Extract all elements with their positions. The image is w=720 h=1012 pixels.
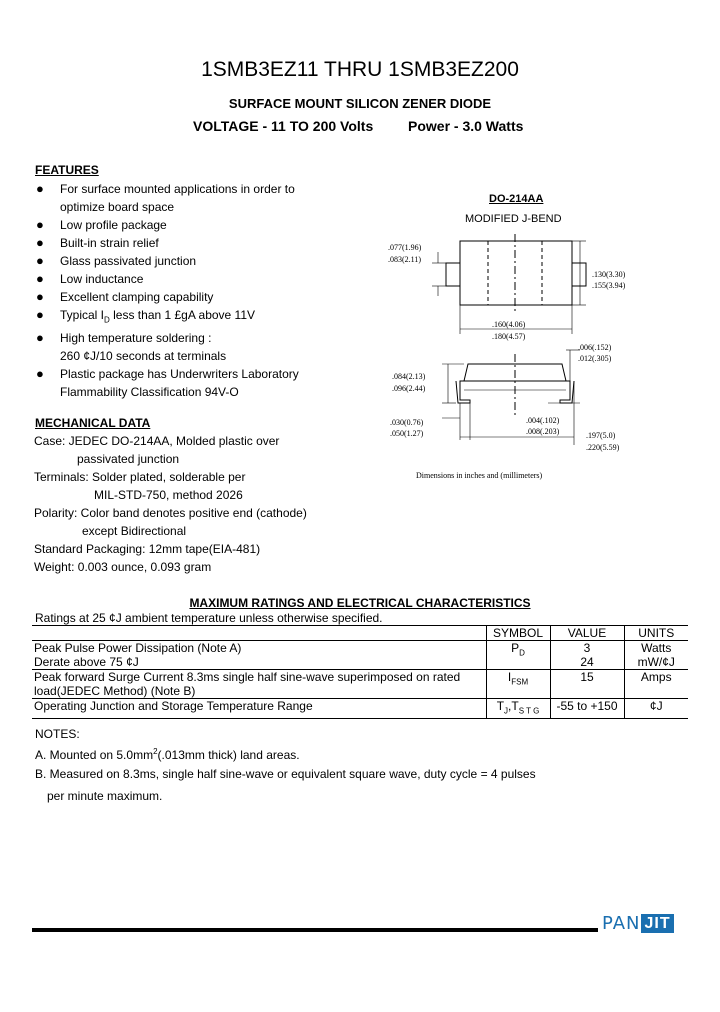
mech-line: MIL-STD-750, method 2026 — [94, 488, 243, 502]
package-name: DO-214AA — [489, 193, 544, 205]
power-spec: Power - 3.0 Watts — [408, 118, 524, 134]
mech-line: Standard Packaging: 12mm tape(EIA-481) — [34, 542, 261, 556]
mechanical-heading: MECHANICAL DATA — [35, 416, 151, 430]
voltage-spec: VOLTAGE - 11 TO 200 Volts — [193, 118, 374, 134]
right-lead-top — [572, 263, 586, 286]
footer-rule — [32, 928, 598, 932]
bullet-icon: ● — [36, 330, 44, 346]
bullet-icon: ● — [36, 253, 44, 268]
units-cell: Watts mW/¢J — [624, 641, 688, 670]
mech-line: passivated junction — [77, 452, 180, 466]
table-row — [32, 641, 688, 670]
notes-heading: NOTES: — [35, 727, 80, 741]
panjit-logo: PAN JIT — [602, 913, 674, 934]
document-title: 1SMB3EZ11 THRU 1SMB3EZ200 — [201, 58, 519, 81]
feature-item: ● Typical $I_D$ less than 1 £gA above 11V — [36, 307, 256, 325]
dim-label: .155(3.94) — [592, 281, 626, 290]
column-header: VALUE — [550, 626, 624, 641]
dim-label: .220(5.59) — [586, 443, 620, 452]
feature-item: ● Built-in strain relief — [36, 235, 159, 250]
notes-section — [35, 727, 536, 811]
dim-label: .006(.152) — [578, 343, 612, 352]
symbol-cell: $I_{FSM}$ — [486, 670, 550, 699]
mech-line: Terminals: Solder plated, solderable per — [34, 470, 246, 484]
mechanical-data — [34, 432, 307, 576]
dim-label: .197(5.0) — [586, 431, 616, 440]
bullet-icon: ● — [36, 217, 44, 232]
ratings-title: MAXIMUM RATINGS AND ELECTRICAL CHARACTERISTICS — [189, 596, 531, 610]
left-lead-side — [456, 381, 470, 403]
mech-line: Weight: 0.003 ounce, 0.093 gram — [34, 560, 212, 574]
feature-item: ● Plastic package has Underwriters Laboratory Flammability Classification 94V-O — [36, 366, 299, 400]
dim-label: .004(.102) — [526, 416, 560, 425]
note-b-continued: per minute maximum. — [47, 789, 163, 803]
column-header-parameter — [32, 626, 486, 641]
symbol-cell: $P_D$ — [486, 641, 550, 670]
feature-item: ● For surface mounted applications in order to optimize board space — [36, 181, 295, 214]
features-heading: FEATURES — [35, 163, 99, 177]
symbol-cell: $T_J,T_{S T G}$ — [486, 699, 550, 719]
parameter-cell: Operating Junction and Storage Temperature Range — [32, 699, 486, 719]
dim-label: .180(4.57) — [492, 332, 526, 341]
parameter-cell: Peak Pulse Power Dissipation (Note A) Derate above 75 ¢J — [32, 641, 486, 670]
bullet-icon: ● — [36, 271, 44, 286]
value-cell: 3 24 — [550, 641, 624, 670]
dim-label: .077(1.96) — [388, 243, 422, 252]
feature-item: ● High temperature soldering : 260 ¢J/10 seconds at terminals — [36, 330, 227, 364]
column-header: SYMBOL — [486, 626, 550, 641]
units-cell: ¢J — [624, 699, 688, 719]
bullet-icon: ● — [36, 235, 44, 250]
mech-line: Polarity: Color band denotes positive end (cathode) — [34, 506, 307, 520]
dim-label: .160(4.06) — [492, 320, 526, 329]
mech-line: except Bidirectional — [82, 524, 187, 538]
package-subtitle: MODIFIED J-BEND — [465, 213, 562, 225]
feature-item: ● Low inductance — [36, 271, 144, 286]
package-body-top-view — [460, 241, 572, 305]
dim-label: .008(.203) — [526, 427, 560, 436]
dimensions-caption: Dimensions in inches and (millimeters) — [416, 471, 543, 480]
note-a: A. Mounted on $5.0mm^2(.013mm$ thick) land areas. — [35, 747, 300, 762]
table-row — [32, 670, 688, 699]
ratings-table — [32, 625, 688, 719]
table-header-row — [32, 626, 688, 641]
dim-label: .030(0.76) — [390, 418, 424, 427]
bullet-icon: ● — [36, 181, 44, 196]
value-cell: -55 to +150 — [550, 699, 624, 719]
dim-label: .084(2.13) — [392, 372, 426, 381]
feature-item: ● Glass passivated junction — [36, 253, 197, 268]
features-list — [36, 180, 336, 401]
value-cell: 15 — [550, 670, 624, 699]
dim-label: .096(2.44) — [392, 384, 426, 393]
left-lead-top — [446, 263, 460, 286]
ratings-condition: Ratings at 25 ¢J ambient temperature unless otherwise specified. — [35, 611, 383, 625]
bullet-icon: ● — [36, 307, 44, 322]
table-row — [32, 699, 688, 719]
feature-item: ● Excellent clamping capability — [36, 289, 214, 304]
note-b: B. Measured on 8.3ms, single half sine-wave or equivalent square wave, duty cycle = 4 pulses — [35, 767, 536, 781]
units-cell: Amps — [624, 670, 688, 699]
document-subtitle: SURFACE MOUNT SILICON ZENER DIODE — [228, 96, 492, 111]
mech-line: Case: JEDEC DO-214AA, Molded plastic over — [34, 434, 280, 448]
dim-label: .130(3.30) — [592, 270, 626, 279]
right-lead-side — [560, 381, 574, 403]
bullet-icon: ● — [36, 366, 44, 382]
package-outline-drawing — [380, 230, 626, 490]
bullet-icon: ● — [36, 289, 44, 304]
parameter-cell: Peak forward Surge Current 8.3ms single half sine-wave superimposed on rated load(JEDEC Method) (Note B) — [32, 670, 486, 699]
dim-label: .083(2.11) — [388, 255, 422, 264]
dim-label: .012(.305) — [578, 354, 612, 363]
dim-label: .050(1.27) — [390, 429, 424, 438]
feature-item: ● Low profile package — [36, 217, 167, 232]
column-header: UNITS — [624, 626, 688, 641]
